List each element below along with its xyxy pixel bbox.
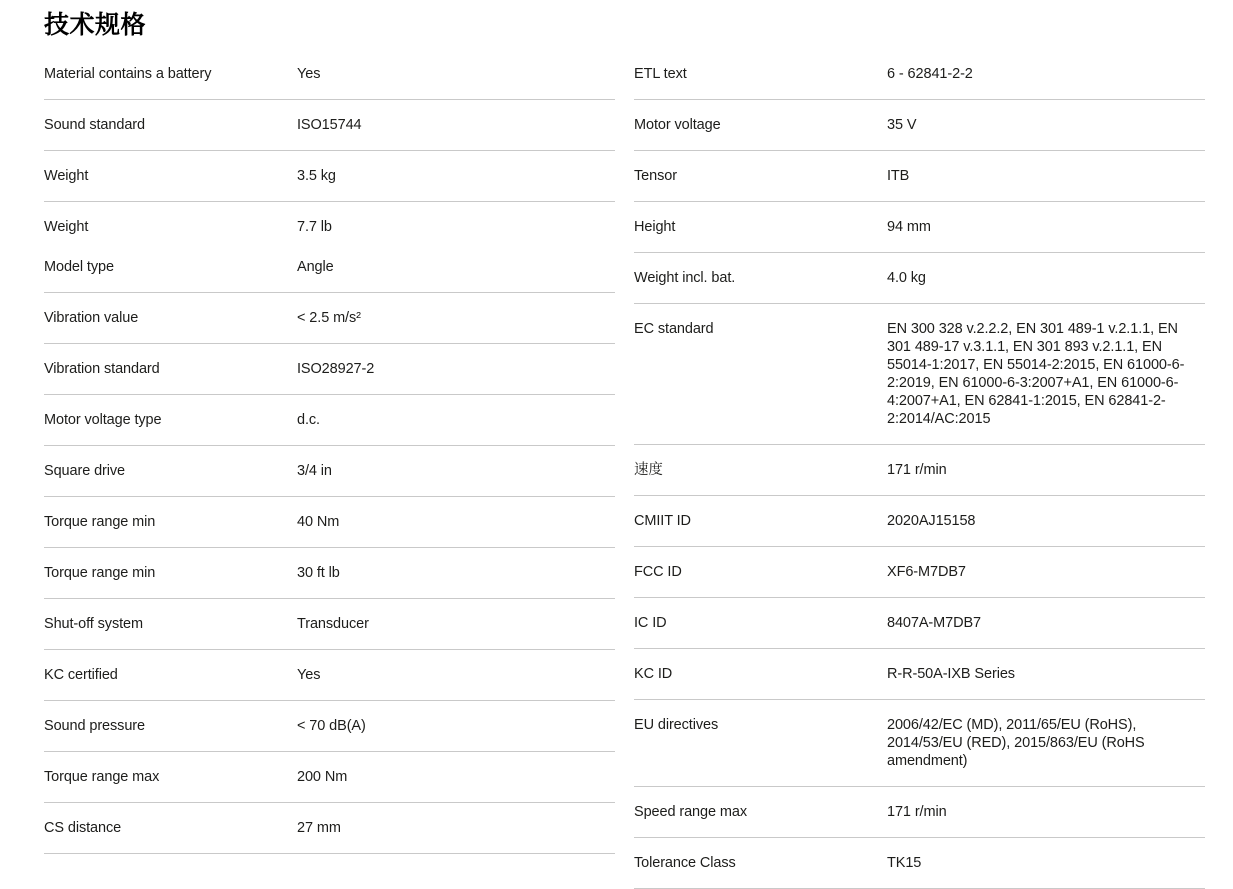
spec-pair (634, 269, 1205, 287)
spec-label: Tensor (634, 168, 677, 184)
spec-value: 3.5 kg (297, 168, 336, 184)
spec-label: Height (634, 219, 676, 235)
spec-label: Material contains a battery (44, 66, 212, 82)
spec-row (634, 100, 1205, 151)
spec-row (634, 253, 1205, 304)
spec-row (634, 202, 1205, 253)
spec-value: Yes (297, 66, 321, 82)
spec-value: 30 ft lb (297, 565, 340, 581)
spec-label: KC certified (44, 667, 118, 683)
spec-label: Motor voltage type (44, 412, 162, 428)
spec-value: 2020AJ15158 (887, 513, 976, 529)
spec-row (634, 838, 1205, 889)
spec-value: 3/4 in (297, 463, 332, 479)
spec-value: 171 r/min (887, 804, 947, 820)
spec-label: Torque range min (44, 514, 156, 530)
spec-row (44, 701, 615, 752)
spec-pair (44, 116, 615, 134)
spec-pair (44, 768, 615, 786)
spec-pair (44, 564, 615, 582)
spec-label: Weight (44, 168, 89, 184)
spec-value: ISO15744 (297, 117, 362, 133)
spec-column-right (634, 49, 1205, 889)
spec-pair (44, 309, 615, 327)
spec-value: d.c. (297, 412, 320, 428)
spec-value: Transducer (297, 616, 369, 632)
spec-value: 6 - 62841-2-2 (887, 66, 973, 82)
spec-row (44, 803, 615, 854)
spec-value: TK15 (887, 855, 922, 871)
spec-row (44, 497, 615, 548)
spec-pair (634, 65, 1205, 83)
spec-value: Angle (297, 259, 334, 275)
spec-row (44, 344, 615, 395)
spec-row (44, 395, 615, 446)
spec-pair (634, 716, 1205, 770)
spec-pair (44, 717, 615, 735)
spec-pair (634, 512, 1205, 530)
spec-row (44, 650, 615, 701)
spec-pair (634, 218, 1205, 236)
spec-pair (634, 116, 1205, 134)
spec-row (44, 100, 615, 151)
spec-value: ITB (887, 168, 910, 184)
spec-pair (44, 513, 615, 531)
spec-label: Vibration value (44, 310, 139, 326)
spec-row (44, 548, 615, 599)
spec-value: 40 Nm (297, 514, 340, 530)
spec-value: 200 Nm (297, 769, 348, 785)
spec-label: Sound standard (44, 117, 145, 133)
spec-label: FCC ID (634, 564, 682, 580)
spec-label: IC ID (634, 615, 667, 631)
spec-label: EU directives (634, 717, 719, 733)
spec-label: Shut-off system (44, 616, 143, 632)
spec-value: EN 300 328 v.2.2.2, EN 301 489-1 v.2.1.1, EN 301 489-17 v.3.1.1, EN 301 893 v.2.1.1, EN 55014-1:2017, EN 55014-2:2015, EN 61000-6-2:2019, EN 61000-6-3:2007+A1, EN 61000-6-4:2007+A1, EN 62841-1:2015, EN 62841-2-2:2014/AC:2015 (887, 321, 1185, 427)
spec-pair (44, 819, 615, 837)
spec-pair (44, 462, 615, 480)
spec-value: XF6-M7DB7 (887, 564, 966, 580)
spec-row (44, 599, 615, 650)
spec-pair (44, 65, 615, 83)
spec-label: Weight incl. bat. (634, 270, 736, 286)
spec-row (634, 649, 1205, 700)
spec-row (634, 49, 1205, 100)
spec-value: R-R-50A-IXB Series (887, 666, 1015, 682)
spec-pair (634, 803, 1205, 821)
page-title: 技术规格 (44, 11, 147, 39)
spec-row (634, 496, 1205, 547)
spec-value: 2006/42/EC (MD), 2011/65/EU (RoHS), 2014/53/EU (RED), 2015/863/EU (RoHS amendment) (887, 717, 1145, 769)
spec-label: CMIIT ID (634, 513, 691, 529)
spec-label: Speed range max (634, 804, 747, 820)
spec-value: 171 r/min (887, 462, 947, 478)
spec-label: Torque range min (44, 565, 156, 581)
spec-pair (44, 666, 615, 684)
spec-row (44, 49, 615, 100)
spec-row (634, 445, 1205, 496)
spec-pair (634, 167, 1205, 185)
spec-label: Sound pressure (44, 718, 145, 734)
spec-pair (634, 563, 1205, 581)
spec-label: 速度 (634, 462, 663, 478)
spec-label: Motor voltage (634, 117, 721, 133)
spec-value: 7.7 lb (297, 219, 332, 235)
spec-pair (634, 461, 1205, 479)
spec-table (44, 49, 1205, 889)
spec-label: Vibration standard (44, 361, 160, 377)
spec-label: ETL text (634, 66, 687, 82)
spec-pair (44, 218, 615, 236)
spec-row (44, 293, 615, 344)
spec-row (44, 752, 615, 803)
spec-label: KC ID (634, 666, 673, 682)
spec-row (44, 446, 615, 497)
spec-value: 27 mm (297, 820, 341, 836)
spec-pair (634, 614, 1205, 632)
tech-specs-page (0, 11, 1233, 889)
spec-pair (634, 854, 1205, 872)
spec-label: Weight (44, 219, 89, 235)
spec-pair (44, 411, 615, 429)
spec-pair (44, 167, 615, 185)
spec-label: Square drive (44, 463, 126, 479)
spec-pair (44, 615, 615, 633)
spec-label: EC standard (634, 321, 714, 337)
spec-label: Model type (44, 259, 114, 275)
spec-pair (634, 665, 1205, 683)
spec-row (634, 700, 1205, 787)
spec-column-left (44, 49, 615, 854)
spec-label: CS distance (44, 820, 122, 836)
spec-value: 35 V (887, 117, 917, 133)
spec-value: < 70 dB(A) (297, 718, 366, 734)
spec-row (44, 202, 615, 293)
spec-label: Torque range max (44, 769, 160, 785)
spec-row (44, 151, 615, 202)
spec-row (634, 787, 1205, 838)
spec-pair (634, 320, 1205, 428)
spec-row (634, 304, 1205, 445)
spec-value: < 2.5 m/s² (297, 310, 361, 326)
spec-label: Tolerance Class (634, 855, 736, 871)
spec-pair (44, 360, 615, 378)
spec-row (634, 151, 1205, 202)
spec-value: ISO28927-2 (297, 361, 375, 377)
spec-value: Yes (297, 667, 321, 683)
spec-value: 94 mm (887, 219, 931, 235)
spec-value: 8407A-M7DB7 (887, 615, 982, 631)
spec-row (634, 547, 1205, 598)
spec-value: 4.0 kg (887, 270, 926, 286)
spec-row (634, 598, 1205, 649)
spec-pair (44, 258, 615, 276)
